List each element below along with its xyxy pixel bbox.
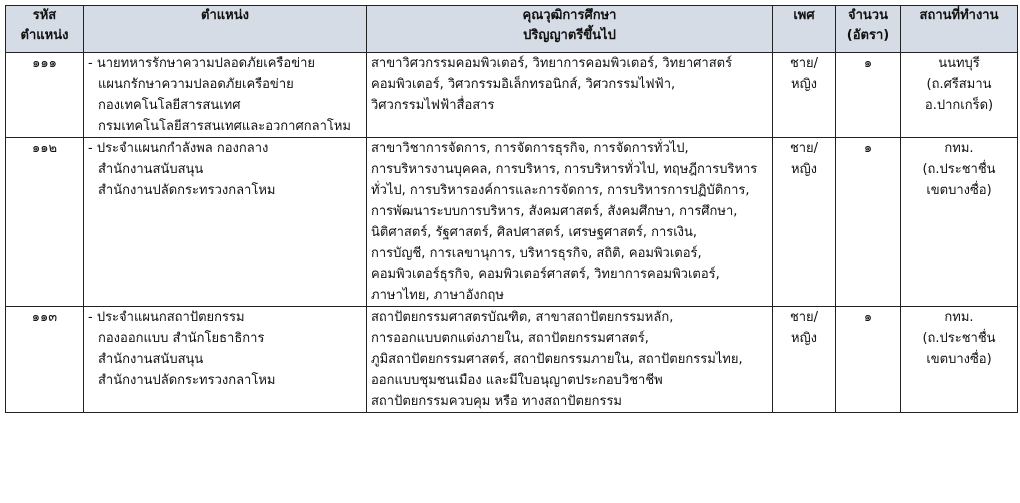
qualification-line: นิติศาสตร์, รัฐศาสตร์, ศิลปศาสตร์, เศรษฐศาสตร์, การเงิน, (371, 225, 698, 240)
position-title-line: - ประจำแผนกสถาปัตยกรรม (88, 310, 245, 325)
work-location (901, 138, 1018, 307)
gender: ชาย/หญิง (773, 53, 836, 138)
work-location-line: นนทบุรี (938, 56, 980, 71)
qualification (367, 53, 773, 138)
vacancy-count: ๑ (836, 307, 901, 413)
qualification-line: การบริหารงานบุคคล, การบริหาร, การบริหารทั่วไป, ทฤษฎีการบริหาร (371, 162, 758, 177)
qualification-line: ภาษาไทย, ภาษาอังกฤษ (371, 288, 504, 303)
qualification-line: ภูมิสถาปัตยกรรมศาสตร์, สถาปัตยกรรมภายใน, สถาปัตยกรรมไทย, (371, 352, 743, 367)
header-count (836, 6, 901, 53)
work-location (901, 307, 1018, 413)
work-location-line: (ถ.ประชาชื่น (922, 162, 996, 177)
table-row (6, 138, 1018, 307)
header-position: ตำแหน่ง (84, 6, 367, 53)
qualification-line: สาขาวิชาการจัดการ, การจัดการธุรกิจ, การจัดการทั่วไป, (371, 141, 689, 156)
position-title-line: สำนักงานสนับสนุน (98, 352, 204, 367)
qualification-line: การออกแบบตกแต่งภายใน, สถาปัตยกรรมศาสตร์, (371, 331, 649, 346)
header-code-line1: รหัส (32, 8, 57, 23)
position-code: ๑๑๑ (6, 53, 84, 138)
qualification-line: สถาปัตยกรรมควบคุม หรือ ทางสถาปัตยกรรม (371, 394, 622, 409)
header-qualification (367, 6, 773, 53)
position-title (84, 138, 367, 307)
header-gender: เพศ (773, 6, 836, 53)
work-location-line: (ถ.ศรีสมาน (926, 77, 992, 92)
work-location-line: เขตบางซื่อ) (926, 352, 992, 367)
vacancy-count: ๑ (836, 138, 901, 307)
qualification (367, 307, 773, 413)
work-location (901, 53, 1018, 138)
position-title-line: - ประจำแผนกกำลังพล กองกลาง (88, 141, 269, 156)
work-location-line: กทม. (944, 141, 974, 156)
qualification-line: สาขาวิศวกรรมคอมพิวเตอร์, วิทยาการคอมพิวเตอร์, วิทยาศาสตร์ (371, 56, 733, 71)
position-title-line: แผนกรักษาความปลอดภัยเครือข่าย (98, 77, 294, 92)
header-qualification-line2: ปริญญาตรีขึ้นไป (523, 28, 616, 43)
position-title-line: กองเทคโนโลยีสารสนเทศ (98, 98, 241, 113)
position-table (5, 5, 1018, 413)
qualification-line: คอมพิวเตอร์, วิศวกรรมอิเล็กทรอนิกส์, วิศวกรรมไฟฟ้า, (371, 77, 676, 92)
position-title-line: กรมเทคโนโลยีสารสนเทศและอวกาศกลาโหม (98, 119, 351, 134)
header-code (6, 6, 84, 53)
header-qualification-line1: คุณวุฒิการศึกษา (522, 8, 617, 23)
header-count-line2: (อัตรา) (846, 28, 890, 43)
position-title (84, 307, 367, 413)
qualification-line: ออกแบบชุมชนเมือง และมีใบอนุญาตประกอบวิชาชีพ (371, 373, 663, 388)
position-code: ๑๑๓ (6, 307, 84, 413)
position-code: ๑๑๒ (6, 138, 84, 307)
position-title-line: สำนักงานปลัดกระทรวงกลาโหม (98, 373, 276, 388)
position-title-line: - นายทหารรักษาความปลอดภัยเครือข่าย (88, 56, 316, 71)
position-title-line: สำนักงานสนับสนุน (98, 162, 204, 177)
qualification-line: สถาปัตยกรรมศาสตรบัณฑิต, สาขาสถาปัตยกรรมหลัก, (371, 310, 674, 325)
qualification-line: ทั่วไป, การบริหารองค์การและการจัดการ, การบริหารการปฏิบัติการ, (371, 183, 750, 198)
table-body (6, 53, 1018, 413)
qualification-line: คอมพิวเตอร์ธุรกิจ, คอมพิวเตอร์ศาสตร์, วิทยาการคอมพิวเตอร์, (371, 267, 720, 282)
work-location-line: อ.ปากเกร็ด) (924, 98, 994, 113)
gender: ชาย/หญิง (773, 307, 836, 413)
qualification-line: วิศวกรรมไฟฟ้าสื่อสาร (371, 98, 495, 113)
position-title (84, 53, 367, 138)
gender: ชาย/หญิง (773, 138, 836, 307)
header-location: สถานที่ทำงาน (901, 6, 1018, 53)
vacancy-count: ๑ (836, 53, 901, 138)
work-location-line: เขตบางซื่อ) (926, 183, 992, 198)
table-row (6, 53, 1018, 138)
work-location-line: กทม. (944, 310, 974, 325)
work-location-line: (ถ.ประชาชื่น (922, 331, 996, 346)
position-title-line: กองออกแบบ สำนักโยธาธิการ (98, 331, 265, 346)
header-count-line1: จำนวน (848, 8, 888, 23)
qualification-line: การพัฒนาระบบการบริหาร, สังคมศาสตร์, สังคมศึกษา, การศึกษา, (371, 204, 738, 219)
table-row (6, 307, 1018, 413)
qualification-line: การบัญชี, การเลขานุการ, บริหารธุรกิจ, สถิติ, คอมพิวเตอร์, (371, 246, 702, 261)
header-code-line2: ตำแหน่ง (20, 28, 69, 43)
table-header (6, 6, 1018, 53)
qualification (367, 138, 773, 307)
position-title-line: สำนักงานปลัดกระทรวงกลาโหม (98, 183, 276, 198)
